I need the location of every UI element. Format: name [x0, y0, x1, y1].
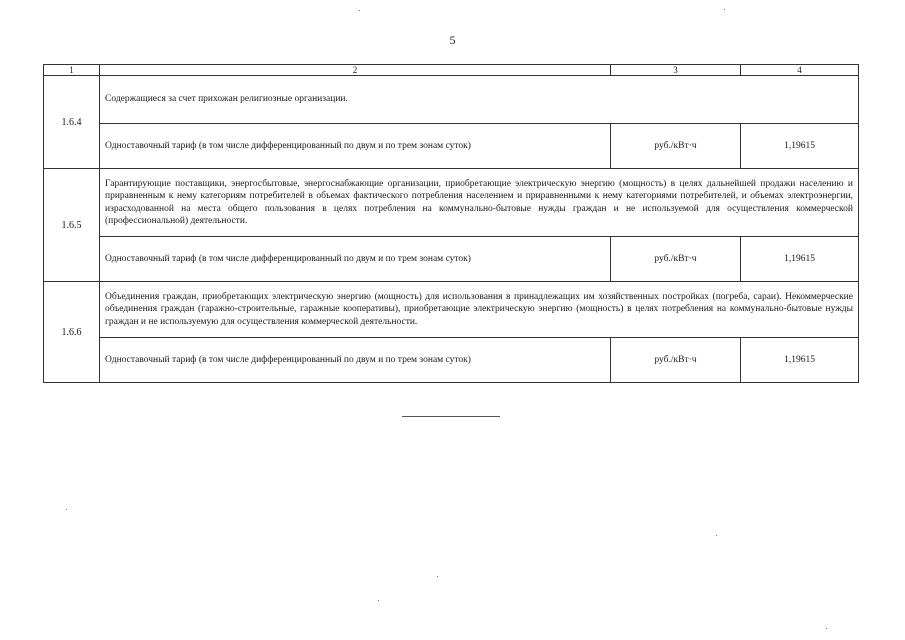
row-code: 1.6.4 [44, 76, 100, 169]
group-description: Объединения граждан, приобретающих электрическую энергию (мощность) для использования в принадлежащих им хозяйственных постройках (погреба, сараи). Некоммерческие объединения граждан (гаражно-строительные, гаражные кооперативы), приобретающие электрическую энергию (мощность) в целях потребления на коммунально-бытовые нужды граждан и не используемую для осуществления коммерческой деятельности. [100, 282, 859, 338]
value-cell: 1,19615 [741, 124, 859, 169]
column-header: 3 [611, 65, 741, 76]
table-row [44, 169, 859, 237]
unit-cell: руб./кВт·ч [611, 237, 741, 282]
column-header: 1 [44, 65, 100, 76]
row-code: 1.6.5 [44, 169, 100, 282]
tariff-name: Одноставочный тариф (в том числе дифференцированный по двум и по трем зонам суток) [100, 237, 611, 282]
scan-speck [724, 9, 725, 10]
column-header: 2 [100, 65, 611, 76]
column-header: 4 [741, 65, 859, 76]
scan-speck [437, 576, 438, 577]
end-of-table-rule [402, 416, 500, 417]
value-cell: 1,19615 [741, 338, 859, 383]
scan-speck [66, 509, 67, 510]
scan-speck [359, 10, 360, 11]
table-header-row [44, 65, 859, 76]
table-row [44, 338, 859, 383]
tariff-name: Одноставочный тариф (в том числе дифференцированный по двум и по трем зонам суток) [100, 338, 611, 383]
table-row [44, 124, 859, 169]
group-description: Гарантирующие поставщики, энергосбытовые, энергоснабжающие организации, приобретающие электрическую энергию (мощность) в целях дальнейшей продажи населению и приравненным к нему категориям потребителей в объемах фактического потребления населением и приравненными к нему категориями потребителей, и объемах электроэнергии, израсходованной на места общего пользования в целях потребления на коммунально-бытовые нужды граждан и не используемой для осуществления коммерческой (профессиональной) деятельности. [100, 169, 859, 237]
group-description: Содержащиеся за счет прихожан религиозные организации. [100, 76, 859, 124]
scan-speck [826, 628, 827, 629]
page-number: 5 [449, 33, 456, 47]
scan-speck [716, 535, 717, 536]
table-row [44, 76, 859, 124]
tariff-table [43, 64, 859, 383]
unit-cell: руб./кВт·ч [611, 124, 741, 169]
scan-speck [378, 600, 379, 601]
value-cell: 1,19615 [741, 237, 859, 282]
tariff-name: Одноставочный тариф (в том числе дифференцированный по двум и по трем зонам суток) [100, 124, 611, 169]
unit-cell: руб./кВт·ч [611, 338, 741, 383]
table-row [44, 282, 859, 338]
row-code: 1.6.6 [44, 282, 100, 383]
table-row [44, 237, 859, 282]
